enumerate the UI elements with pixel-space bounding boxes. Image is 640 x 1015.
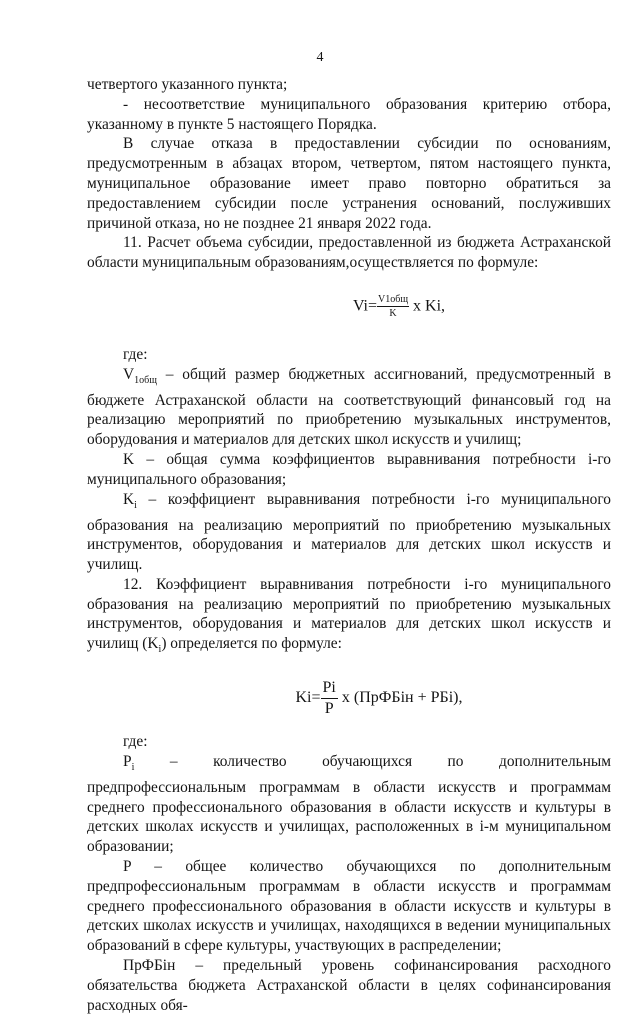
definition-v1-subscript: 1общ: [134, 374, 157, 386]
formula-ki-rhs: x (ПрФБiн + РБi),: [337, 689, 463, 707]
formula-vi-denominator: K: [389, 307, 397, 319]
formula-ki-denominator: P: [324, 700, 334, 718]
formula-vi: [87, 273, 611, 333]
item-12-end: ) определяется по формуле:: [161, 635, 342, 653]
formula-vi-numerator: V1общ: [378, 293, 409, 305]
formula-ki: [87, 660, 611, 722]
paragraph-item-11: 11. Расчет объема субсидии, предоставленной из бюджета Астраханской области муниципальным образованиям,осуществляется по формуле:: [87, 234, 611, 272]
definition-pi: [87, 752, 611, 857]
definition-ki-symbol: K: [123, 490, 135, 508]
formula-vi-rhs: x Ki,: [409, 297, 446, 315]
document-body: [87, 75, 611, 1015]
formula-ki-fraction: [321, 680, 338, 717]
paragraph-criterion: - несоответствие муниципального образования критерию отбора, указанному в пункте 5 настоящего Порядка.: [87, 95, 611, 133]
formula-ki-lhs: Ki=: [295, 689, 321, 707]
definition-prfb: ПрФБiн – предельный уровень софинансирования расходного обязательства бюджета Астраханской области в целях софинансирования расходных обя-: [87, 957, 611, 1014]
definition-pi-subscript: i: [131, 762, 135, 774]
definition-v1: [87, 365, 611, 450]
where-label-2: где:: [123, 733, 148, 751]
item-12-text: 12. Коэффициент выравнивания потребности i-го муниципального образования на реализацию мероприятий по приобретению музыкальных инструментов, оборудования и материалов для детских школ искусств и училищ (K: [87, 575, 611, 653]
paragraph-item-12: [87, 575, 611, 660]
formula-vi-lhs: Vi=: [352, 297, 378, 315]
paragraph-refusal: В случае отказа в предоставлении субсидии по основаниям, предусмотренным в абзацах втором, четвертом, пятом настоящего пункта, муниципальное образование имеет право повторно обратиться за предоставлением субсидии после устранения оснований, послуживших причиной отказа, но не позднее 21 января 2022 года.: [87, 135, 611, 232]
definition-k: K – общая сумма коэффициентов выравнивания потребности i-го муниципального образования;: [87, 451, 611, 488]
definition-p: P – общее количество обучающихся по дополнительным предпрофессиональным программам в области искусств и программам среднего профессионального образования в области искусств и культуры в детских школах искусств и училищах, находящихся в ведении муниципальных образований в сфере культуры, участвующих в распределении;: [87, 858, 611, 955]
paragraph-continuation: четвертого указанного пункта;: [87, 76, 288, 93]
definition-pi-symbol: P: [123, 752, 132, 770]
definition-ki-subscript: i: [134, 499, 137, 511]
page-number: 4: [316, 50, 324, 65]
definition-v1-symbol: V: [123, 365, 135, 383]
item-12-subscript: i: [158, 644, 162, 656]
definition-ki: [87, 490, 611, 575]
definition-pi-text: – количество обучающихся по дополнительным предпрофессиональным программам в области искусств и программам среднего профессионального образования в области искусств и культуры в детских школах искусств и училищах, расположенных в i-м муниципальном образовании;: [87, 752, 611, 856]
where-label-1: где:: [123, 345, 148, 363]
formula-ki-numerator: Pi: [321, 680, 338, 699]
definition-v1-text: – общий размер бюджетных ассигнований, предусмотренный в бюджете Астраханской области на соответствующий финансовый год на реализацию мероприятий по приобретению музыкальных инструментов, оборудования и материалов для детских школ искусств и училищ;: [87, 365, 611, 449]
formula-vi-fraction: [377, 295, 409, 319]
definition-ki-text: – коэффициент выравнивания потребности i-го муниципального образования на реализацию мероприятий по приобретению музыкальных инструментов, оборудования и материалов для детских школ искусств и училищ.: [87, 490, 611, 574]
